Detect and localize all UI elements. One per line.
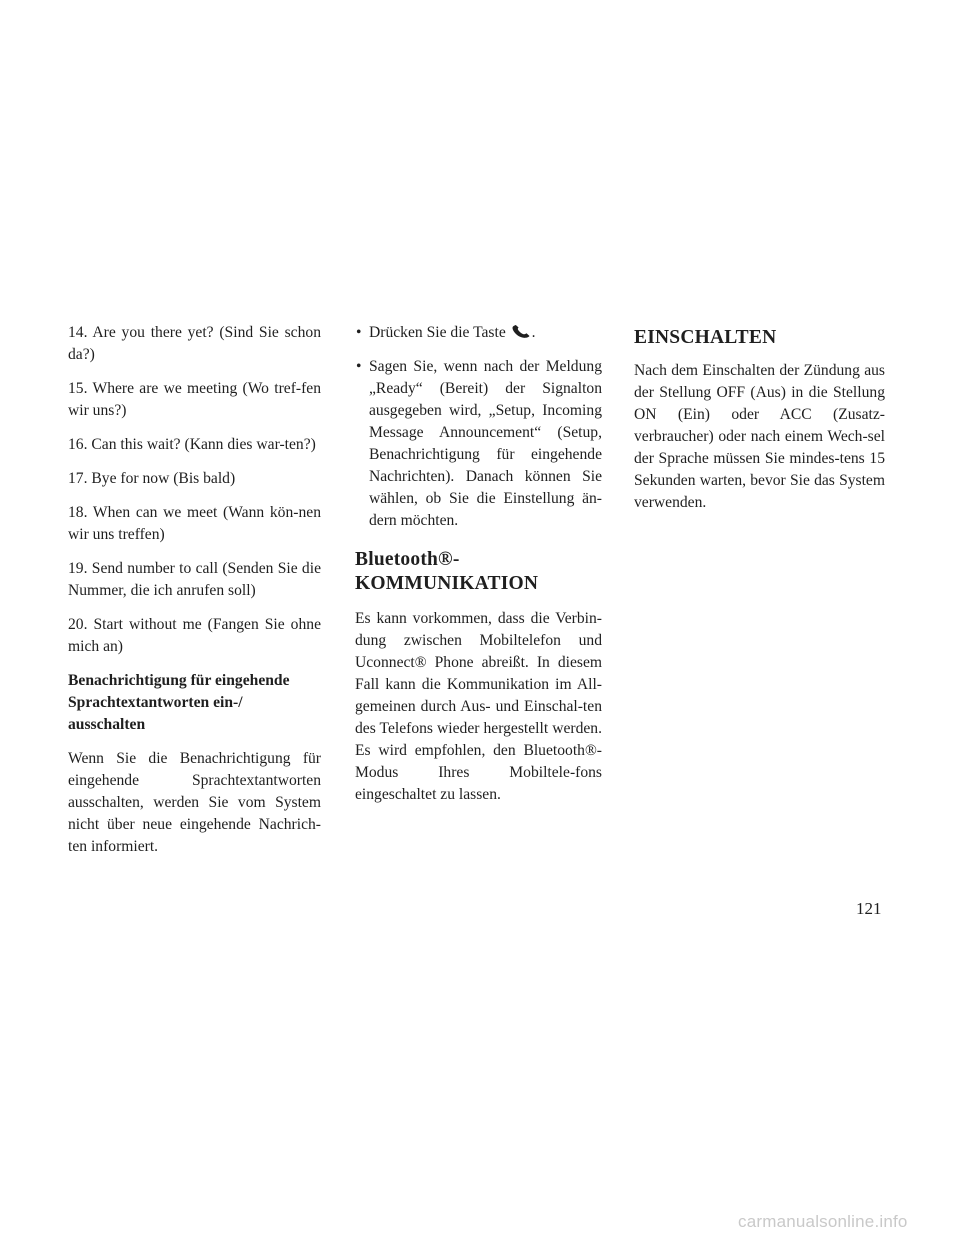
- section-heading-einschalten: EINSCHALTEN: [634, 327, 777, 348]
- bullet-item-press-button: [355, 322, 602, 344]
- phone-handset-icon: [511, 324, 531, 338]
- body-paragraph: Es kann vorkommen, dass die Verbin-dung zwischen Mobiltelefon und Uconnect® Phone abreißt. In diesem Fall kann die Kommunikation im All-gemeinen durch Aus- und Einschal-ten des Telefons wieder hergestellt werden. Es wird empfohlen, den Bluetooth®-Modus Ihres Mobiltele-fons eingeschaltet zu lassen.: [355, 610, 602, 803]
- watermark: carmanualsonline.info: [738, 1212, 908, 1231]
- body-paragraph: Wenn Sie die Benachrichtigung für eingehende Sprachtextantworten ausschalten, werden Sie vom System nicht über neue eingehende Nachrich-ten informiert.: [68, 750, 321, 855]
- bullet-text: Drücken Sie die Taste: [369, 324, 506, 341]
- list-item: 19. Send number to call (Senden Sie die Nummer, die ich anrufen soll): [68, 560, 321, 599]
- right-column: [634, 326, 885, 514]
- section-subheading: Benachrichtigung für eingehende Sprachtextantworten ein-/ ausschalten: [68, 672, 290, 733]
- list-item: 15. Where are we meeting (Wo tref-fen wir uns?): [68, 380, 321, 419]
- body-paragraph: Nach dem Einschalten der Zündung aus der Stellung OFF (Aus) in die Stellung ON (Ein) oder ACC (Zusatz-verbraucher) oder nach einem Wech-sel der Sprache müssen Sie mindes-tens 15 Sekunden warten, bevor Sie das System verwenden.: [634, 362, 885, 511]
- bullet-text-end: .: [531, 324, 536, 341]
- page-number: 121: [856, 899, 882, 918]
- list-item: 16. Can this wait? (Kann dies war-ten?): [68, 436, 316, 453]
- list-item: 17. Bye for now (Bis bald): [68, 470, 236, 487]
- list-item: 14. Are you there yet? (Sind Sie schon da?): [68, 324, 321, 363]
- bullet-item-say-command: • Sagen Sie, wenn nach der Meldung „Ready“ (Bereit) der Signalton ausgegeben wird, „Setup, Incoming Message Announcement“ (Setup, Benachrichtigung für eingehende Nachrichten). Danach können Sie wählen, ob Sie die Einstellung än-dern möchten.: [355, 356, 602, 532]
- section-heading-bluetooth: Bluetooth®- KOMMUNIKATION: [355, 549, 539, 594]
- bullet-list: [355, 322, 602, 532]
- list-item: 20. Start without me (Fangen Sie ohne mich an): [68, 616, 321, 655]
- middle-column: [355, 322, 602, 806]
- list-item: 18. When can we meet (Wann kön-nen wir uns treffen): [68, 504, 321, 543]
- left-column: [68, 322, 321, 858]
